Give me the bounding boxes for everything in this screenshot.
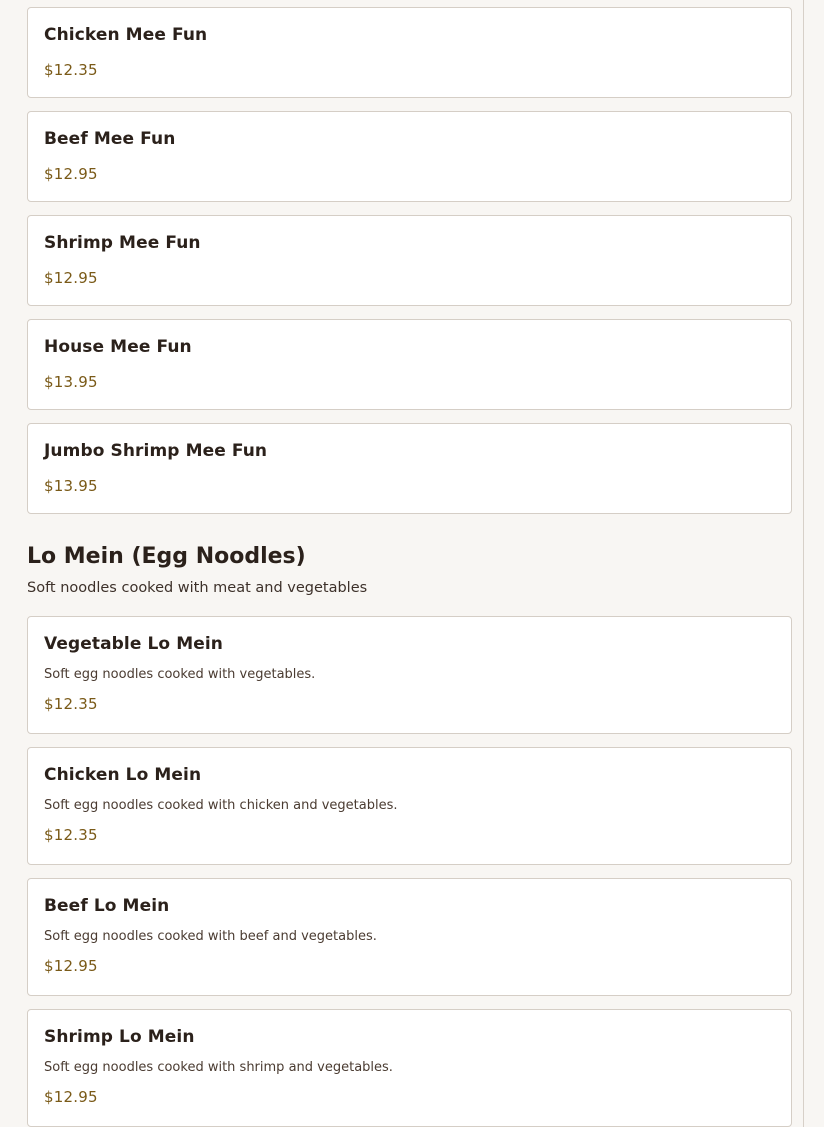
menu-item-card[interactable] [27,111,792,202]
menu-item-card[interactable] [27,616,792,734]
menu-item-card[interactable] [27,878,792,996]
item-price: $13.95 [44,373,98,391]
menu-item-card[interactable] [27,1009,792,1127]
menu-content [27,7,792,1127]
item-price: $12.95 [44,165,98,183]
item-name: Beef Lo Mein [44,896,170,916]
item-description: Soft egg noodles cooked with vegetables. [44,667,316,682]
item-name: Shrimp Lo Mein [44,1027,195,1047]
section-subtitle: Soft noodles cooked with meat and vegetables [27,580,368,596]
item-price: $12.95 [44,1088,98,1106]
menu-item-card[interactable] [27,319,792,410]
menu-item-card[interactable] [27,423,792,514]
item-name: Jumbo Shrimp Mee Fun [44,441,268,461]
item-name: House Mee Fun [44,337,192,357]
item-description: Soft egg noodles cooked with beef and vegetables. [44,929,377,944]
section-title: Lo Mein (Egg Noodles) [27,544,306,569]
item-price: $12.35 [44,695,98,713]
menu-item-card[interactable] [27,747,792,865]
item-name: Shrimp Mee Fun [44,233,201,253]
item-name: Vegetable Lo Mein [44,634,224,654]
item-price: $13.95 [44,477,98,495]
item-price: $12.95 [44,269,98,287]
item-description: Soft egg noodles cooked with shrimp and vegetables. [44,1060,393,1075]
item-name: Beef Mee Fun [44,129,176,149]
item-description: Soft egg noodles cooked with chicken and vegetables. [44,798,398,813]
item-name: Chicken Mee Fun [44,25,208,45]
menu-item-card[interactable] [27,215,792,306]
item-name: Chicken Lo Mein [44,765,202,785]
item-price: $12.35 [44,61,98,79]
lo-mein-section [27,544,792,1127]
menu-item-card[interactable] [27,7,792,98]
item-price: $12.35 [44,826,98,844]
item-price: $12.95 [44,957,98,975]
